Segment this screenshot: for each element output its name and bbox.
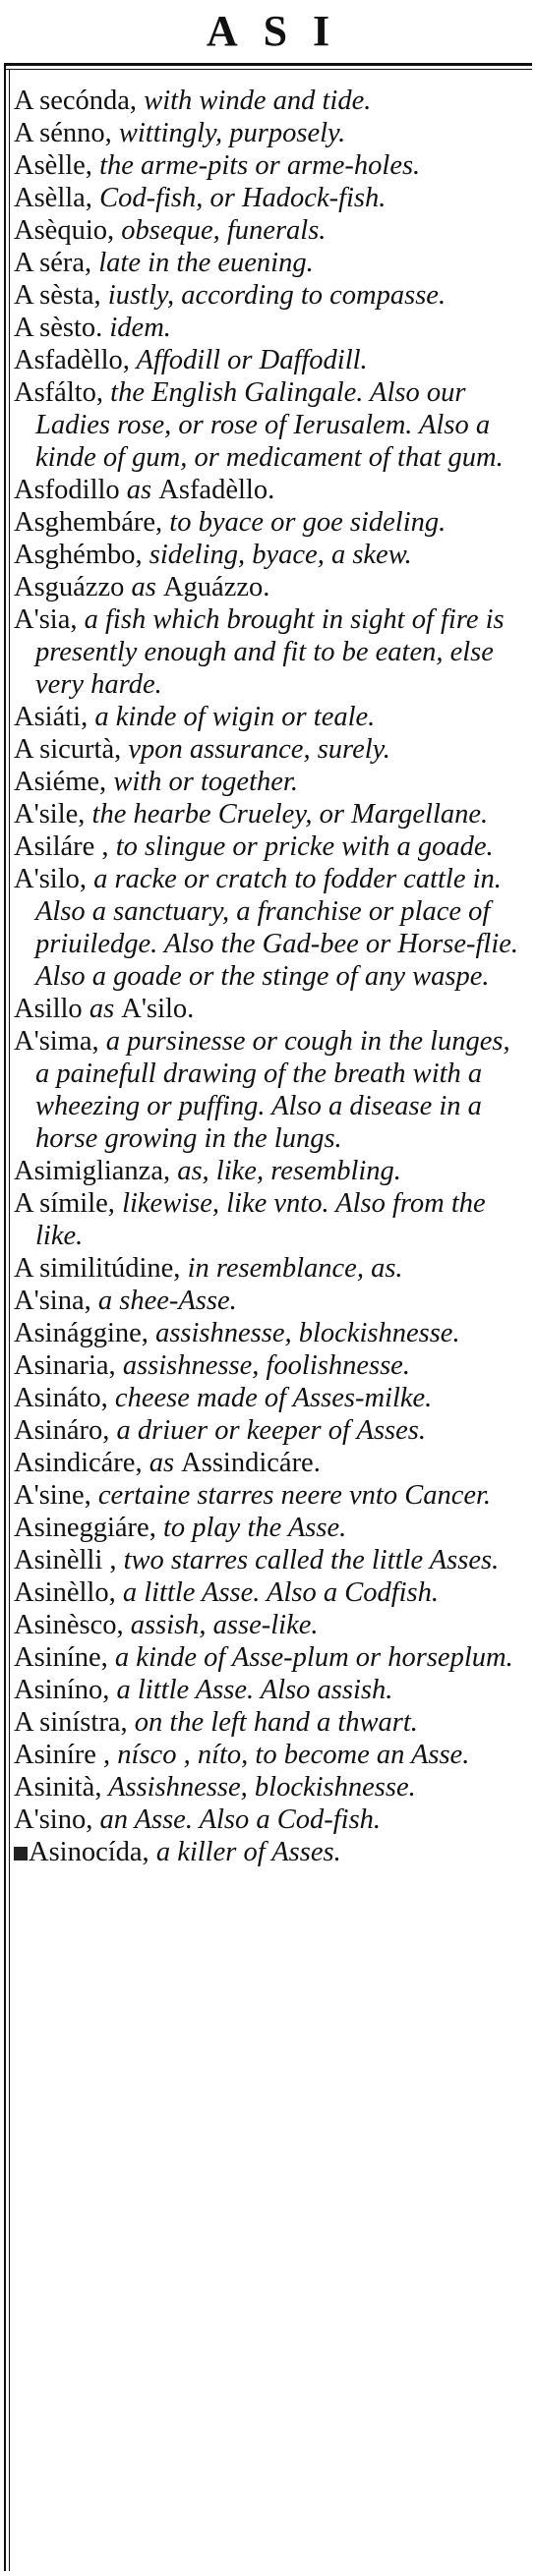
headword: Asináto, <box>14 1383 108 1413</box>
dictionary-entry <box>14 830 521 863</box>
dictionary-entry <box>14 571 521 603</box>
dictionary-entry <box>14 312 521 344</box>
headword: Asiéme, <box>14 767 107 797</box>
definition: a driuer or keeper of Asses. <box>109 1415 427 1446</box>
headword: Asindicáre, <box>14 1448 143 1478</box>
page-header <box>0 0 536 67</box>
dictionary-entry <box>14 993 521 1025</box>
headword: Asinèlli , <box>14 1545 117 1575</box>
headword: A'sine, <box>14 1480 91 1511</box>
definition: on the left hand a thwart. <box>127 1707 418 1738</box>
dictionary-entry <box>14 1317 521 1349</box>
dictionary-entry <box>14 603 521 701</box>
dictionary-entry <box>14 1187 521 1252</box>
dictionary-entry <box>14 214 521 247</box>
definition: a shee-Asse. <box>90 1286 237 1316</box>
headword: Asinaria, <box>14 1350 116 1381</box>
running-head: ASI <box>206 7 356 55</box>
headword: A sèsto. <box>14 313 103 343</box>
definition: with winde and tide. <box>137 86 372 116</box>
dictionary-entry <box>14 1382 521 1414</box>
definition: a little Asse. Also assish. <box>109 1675 393 1705</box>
definition: as <box>142 1448 182 1478</box>
headword: A sinístra, <box>14 1707 128 1738</box>
definition: obseque, funerals. <box>114 215 327 246</box>
definition: assish, asse-like. <box>123 1610 319 1640</box>
definition: a pursinesse or cough in the lunges, a painefull drawing of the breath with a wheezing or puffing. Also a disease in a horse growing in the lungs. <box>35 1026 510 1154</box>
headword: Asèlle, <box>14 150 92 181</box>
dictionary-entry <box>14 1252 521 1285</box>
dictionary-entry <box>14 1609 521 1641</box>
dictionary-entry <box>14 279 521 312</box>
ink-blot-mark <box>14 1847 28 1860</box>
headword: Asiníre , <box>14 1740 111 1770</box>
dictionary-entry <box>14 474 521 506</box>
cross-reference-headword: Assindicáre. <box>181 1448 321 1478</box>
definition: a fish which brought in sight of fire is presently enough and fit to be eaten, else very harde. <box>35 604 505 700</box>
dictionary-entry <box>14 1414 521 1447</box>
definition: iustly, according to compasse. <box>100 280 447 311</box>
dictionary-entry <box>14 1836 521 1868</box>
headword: Asèlla, <box>14 183 92 213</box>
headword: A sicurtà, <box>14 734 122 765</box>
dictionary-entry <box>14 182 521 214</box>
dictionary-entry <box>14 344 521 376</box>
headword: Asguázzo <box>14 572 125 602</box>
definition: the English Galingale. Also our Ladies rose, or rose of Ierusalem. Also a kinde of gum, or medicament of that gum. <box>35 377 504 473</box>
definition: Affodill or Daffodill. <box>129 345 368 375</box>
definition: to play the Asse. <box>155 1513 347 1543</box>
dictionary-entry <box>14 1349 521 1382</box>
headword: Asiníne, <box>14 1642 108 1673</box>
dictionary-entry <box>14 798 521 830</box>
dictionary-entry <box>14 1641 521 1674</box>
definition: nísco , níto, to become an Asse. <box>110 1740 470 1770</box>
dictionary-entry <box>14 117 521 149</box>
headword: Asfodillo <box>14 475 120 505</box>
dictionary-entry <box>14 1706 521 1739</box>
cross-reference-headword: A'silo. <box>121 994 195 1024</box>
headword: A sénno, <box>14 118 112 148</box>
headword: Asimiglianza, <box>14 1156 171 1186</box>
definition: in resemblance, as. <box>180 1253 403 1284</box>
definition: to slingue or pricke with a goade. <box>108 831 494 862</box>
definition: a racke or cratch to fodder cattle in. Also a sanctuary, a franchise or place of priuiledge. Also the Gad-bee or Horse-flie. Also a goade or the stinge of any waspe. <box>35 864 519 992</box>
dictionary-entry <box>14 506 521 539</box>
definition: assishnesse, foolishnesse. <box>115 1350 410 1381</box>
definition: two starres called the little Asses. <box>116 1545 500 1575</box>
headword: Asinággine, <box>14 1318 149 1348</box>
top-rule <box>4 63 532 66</box>
headword: A'sile, <box>14 799 86 830</box>
definition: late in the euening. <box>91 248 314 278</box>
dictionary-entry <box>14 1447 521 1479</box>
entry-column <box>14 85 521 1868</box>
dictionary-entry <box>14 1285 521 1317</box>
left-column-rule <box>4 63 6 2571</box>
dictionary-entry <box>14 1674 521 1706</box>
dictionary-entry <box>14 539 521 571</box>
left-column-rule-thin <box>9 69 10 2571</box>
headword: A símile, <box>14 1188 115 1219</box>
headword: A sèsta, <box>14 280 101 311</box>
dictionary-entry <box>14 1155 521 1187</box>
headword: A'silo, <box>14 864 88 894</box>
headword: Asghembáre, <box>14 507 163 538</box>
definition: assishnesse, blockishnesse. <box>148 1318 460 1348</box>
dictionary-entry <box>14 1739 521 1771</box>
headword: Asghémbo, <box>14 540 143 570</box>
headword: A similitúdine, <box>14 1253 181 1284</box>
definition: with or together. <box>106 767 298 797</box>
definition: Cod-fish, or Hadock-fish. <box>91 183 387 213</box>
headword: A'sino, <box>14 1804 93 1835</box>
dictionary-entry <box>14 701 521 733</box>
dictionary-entry <box>14 1771 521 1803</box>
definition: certaine starres neere vnto Cancer. <box>90 1480 492 1511</box>
definition: a killer of Asses. <box>149 1837 341 1867</box>
definition: to byace or goe sideling. <box>162 507 447 538</box>
dictionary-entry <box>14 1512 521 1544</box>
dictionary-entry <box>14 1803 521 1836</box>
definition: idem. <box>102 313 171 343</box>
definition: as <box>124 572 163 602</box>
definition: likewise, like vnto. Also from the like. <box>35 1188 486 1251</box>
headword: Asinità, <box>14 1772 102 1803</box>
headword: A'sima, <box>14 1026 99 1057</box>
definition: the hearbe Crueley, or Margellane. <box>85 799 489 830</box>
definition: the arme-pits or arme-holes. <box>91 150 421 181</box>
definition: a kinde of wigin or teale. <box>88 702 376 732</box>
dictionary-entry <box>14 149 521 182</box>
headword: Asiníno, <box>14 1675 110 1705</box>
headword: A'sia, <box>14 604 78 635</box>
dictionary-entry <box>14 1544 521 1576</box>
dictionary-entry <box>14 863 521 993</box>
dictionary-entry <box>14 247 521 279</box>
dictionary-entry <box>14 1025 521 1155</box>
headword: A séra, <box>14 248 92 278</box>
definition: Assishnesse, blockishnesse. <box>101 1772 416 1803</box>
dictionary-entry <box>14 733 521 766</box>
top-rule-thin <box>4 69 532 70</box>
dictionary-entry <box>14 1576 521 1609</box>
headword: Asfadèllo, <box>14 345 130 375</box>
definition: sideling, byace, a skew. <box>142 540 412 570</box>
headword: Asináro, <box>14 1415 110 1446</box>
definition: a little Asse. Also a Codfish. <box>115 1577 440 1608</box>
headword: Asiáti, <box>14 702 89 732</box>
definition: as <box>119 475 159 505</box>
headword: Asèquio, <box>14 215 115 246</box>
headword: Asinocída, <box>29 1837 149 1867</box>
dictionary-entry <box>14 85 521 117</box>
definition: a kinde of Asse-plum or horseplum. <box>107 1642 513 1673</box>
definition: an Asse. Also a Cod-fish. <box>92 1804 382 1835</box>
dictionary-entry <box>14 766 521 798</box>
definition: as, like, resembling. <box>170 1156 401 1186</box>
cross-reference-headword: Aguázzo. <box>162 572 270 602</box>
definition: vpon assurance, surely. <box>121 734 390 765</box>
dictionary-entry <box>14 376 521 474</box>
headword: Asinèsco, <box>14 1610 124 1640</box>
headword: Asinèllo, <box>14 1577 116 1608</box>
headword: Asineggiáre, <box>14 1513 156 1543</box>
definition: cheese made of Asses-milke. <box>107 1383 433 1413</box>
dictionary-entry <box>14 1479 521 1512</box>
definition: as <box>82 994 122 1024</box>
cross-reference-headword: Asfadèllo. <box>158 475 275 505</box>
headword: Asiláre , <box>14 831 109 862</box>
headword: A secónda, <box>14 86 138 116</box>
headword: Asillo <box>14 994 83 1024</box>
headword: Asfálto, <box>14 377 104 408</box>
headword: A'sina, <box>14 1286 91 1316</box>
definition: wittingly, purposely. <box>111 118 346 148</box>
